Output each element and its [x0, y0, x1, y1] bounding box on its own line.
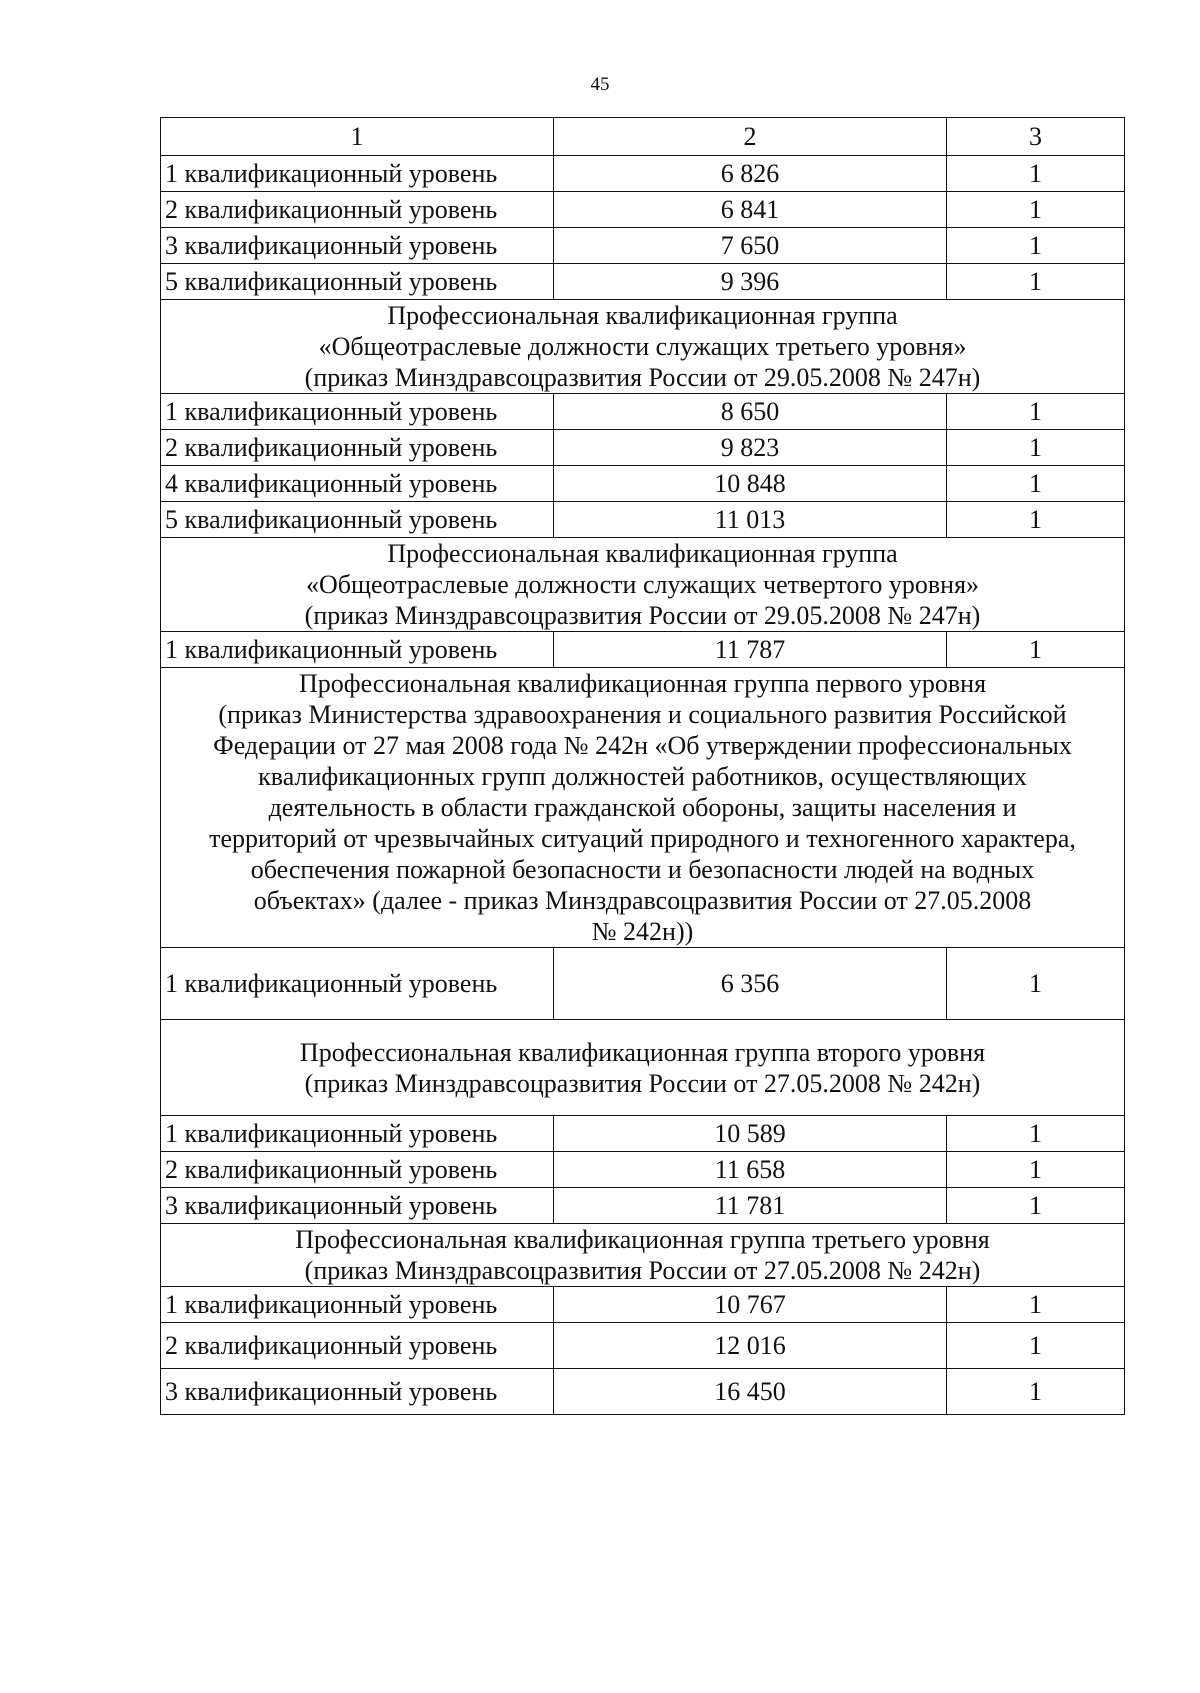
- qualification-level-cell: 3 квалификационный уровень: [161, 1369, 554, 1415]
- group-heading-line: (приказ Минздравсоцразвития России от 27.05.2008 № 242н): [304, 1068, 981, 1098]
- column-number-1: 1: [161, 118, 554, 156]
- table-row: [161, 192, 1125, 228]
- table-row: [161, 1188, 1125, 1224]
- table-row: [161, 948, 1125, 1020]
- table-row: [161, 1152, 1125, 1188]
- salary-value-cell: 16 450: [554, 1369, 947, 1415]
- coefficient-cell: 1: [947, 632, 1125, 668]
- salary-value-cell: 10 848: [554, 466, 947, 502]
- salary-value-cell: 11 787: [554, 632, 947, 668]
- column-number-2: 2: [554, 118, 947, 156]
- group-heading-line: Профессиональная квалификационная группа третьего уровня: [295, 1225, 990, 1254]
- coefficient-cell: 1: [947, 466, 1125, 502]
- salary-value-cell: 9 823: [554, 430, 947, 466]
- salary-value-cell: 6 356: [554, 948, 947, 1020]
- group-heading-row: [161, 668, 1125, 948]
- table-row: [161, 466, 1125, 502]
- table-row: [161, 264, 1125, 300]
- coefficient-cell: 1: [947, 1369, 1125, 1415]
- coefficient-cell: 1: [947, 948, 1125, 1020]
- salary-table: [160, 117, 1125, 1415]
- coefficient-cell: 1: [947, 502, 1125, 538]
- qualification-level-cell: 5 квалификационный уровень: [161, 502, 554, 538]
- column-number-3: 3: [947, 118, 1125, 156]
- salary-value-cell: 6 826: [554, 156, 947, 192]
- coefficient-cell: 1: [947, 1323, 1125, 1369]
- qualification-level-cell: 1 квалификационный уровень: [161, 156, 554, 192]
- table-row: [161, 1116, 1125, 1152]
- group-heading-line: Профессиональная квалификационная группа: [387, 539, 898, 568]
- table-row: [161, 1323, 1125, 1369]
- qualification-level-cell: 1 квалификационный уровень: [161, 394, 554, 430]
- group-heading-row: [161, 300, 1125, 394]
- table-row: [161, 156, 1125, 192]
- group-heading-line: деятельность в области гражданской обороны, защиты населения и: [268, 793, 1017, 822]
- qualification-level-cell: 1 квалификационный уровень: [161, 1287, 554, 1323]
- group-heading-line: (приказ Минздравсоцразвития России от 29.05.2008 № 247н): [304, 363, 981, 392]
- qualification-level-cell: 2 квалификационный уровень: [161, 1323, 554, 1369]
- table-header-row: [161, 118, 1125, 156]
- coefficient-cell: 1: [947, 228, 1125, 264]
- group-heading-line: «Общеотраслевые должности служащих третьего уровня»: [318, 332, 967, 361]
- group-heading-line: Профессиональная квалификационная группа: [387, 301, 898, 330]
- qualification-level-cell: 1 квалификационный уровень: [161, 1116, 554, 1152]
- coefficient-cell: 1: [947, 430, 1125, 466]
- coefficient-cell: 1: [947, 1287, 1125, 1323]
- table-row: [161, 632, 1125, 668]
- page-number: 45: [590, 74, 610, 95]
- table-row: [161, 1369, 1125, 1415]
- group-heading: [161, 538, 1125, 632]
- salary-value-cell: 8 650: [554, 394, 947, 430]
- table-row: [161, 394, 1125, 430]
- coefficient-cell: 1: [947, 264, 1125, 300]
- table-row: [161, 1287, 1125, 1323]
- salary-value-cell: 10 589: [554, 1116, 947, 1152]
- group-heading-line: квалификационных групп должностей работников, осуществляющих: [258, 762, 1027, 791]
- group-heading: [161, 300, 1125, 394]
- coefficient-cell: 1: [947, 394, 1125, 430]
- salary-value-cell: 9 396: [554, 264, 947, 300]
- table-row: [161, 430, 1125, 466]
- qualification-level-cell: 2 квалификационный уровень: [161, 1152, 554, 1188]
- group-heading-line: Федерации от 27 мая 2008 года № 242н «Об утверждении профессиональных: [213, 731, 1072, 760]
- table-row: [161, 502, 1125, 538]
- salary-value-cell: 12 016: [554, 1323, 947, 1369]
- group-heading-line: (приказ Минздравсоцразвития России от 29.05.2008 № 247н): [304, 601, 981, 630]
- salary-table-body: [161, 118, 1125, 1415]
- group-heading-line: «Общеотраслевые должности служащих четвертого уровня»: [305, 570, 980, 599]
- salary-value-cell: 11 658: [554, 1152, 947, 1188]
- group-heading: [161, 668, 1125, 948]
- coefficient-cell: 1: [947, 1116, 1125, 1152]
- group-heading-row: [161, 1020, 1125, 1116]
- group-heading-line: территорий от чрезвычайных ситуаций природного и техногенного характера,: [209, 824, 1076, 853]
- salary-value-cell: 6 841: [554, 192, 947, 228]
- group-heading-line: обеспечения пожарной безопасности и безопасности людей на водных: [250, 855, 1035, 884]
- qualification-level-cell: 1 квалификационный уровень: [161, 948, 554, 1020]
- group-heading-line: № 242н)): [591, 917, 694, 946]
- table-row: [161, 228, 1125, 264]
- group-heading-row: [161, 1224, 1125, 1287]
- salary-value-cell: 11 781: [554, 1188, 947, 1224]
- group-heading-line: (приказ Министерства здравоохранения и социального развития Российской: [218, 700, 1067, 729]
- group-heading-line: Профессиональная квалификационная группа первого уровня: [298, 669, 987, 698]
- qualification-level-cell: 5 квалификационный уровень: [161, 264, 554, 300]
- salary-value-cell: 10 767: [554, 1287, 947, 1323]
- salary-value-cell: 11 013: [554, 502, 947, 538]
- qualification-level-cell: 4 квалификационный уровень: [161, 466, 554, 502]
- coefficient-cell: 1: [947, 1188, 1125, 1224]
- qualification-level-cell: 3 квалификационный уровень: [161, 228, 554, 264]
- coefficient-cell: 1: [947, 1152, 1125, 1188]
- coefficient-cell: 1: [947, 192, 1125, 228]
- group-heading-line: Профессиональная квалификационная группа второго уровня: [299, 1037, 986, 1067]
- qualification-level-cell: 1 квалификационный уровень: [161, 632, 554, 668]
- group-heading-line: (приказ Минздравсоцразвития России от 27.05.2008 № 242н): [304, 1256, 981, 1285]
- coefficient-cell: 1: [947, 156, 1125, 192]
- group-heading: [161, 1020, 1125, 1116]
- salary-value-cell: 7 650: [554, 228, 947, 264]
- group-heading-line: объектах» (далее - приказ Минздравсоцразвития России от 27.05.2008: [253, 886, 1032, 915]
- qualification-level-cell: 3 квалификационный уровень: [161, 1188, 554, 1224]
- qualification-level-cell: 2 квалификационный уровень: [161, 430, 554, 466]
- group-heading-row: [161, 538, 1125, 632]
- qualification-level-cell: 2 квалификационный уровень: [161, 192, 554, 228]
- group-heading: [161, 1224, 1125, 1287]
